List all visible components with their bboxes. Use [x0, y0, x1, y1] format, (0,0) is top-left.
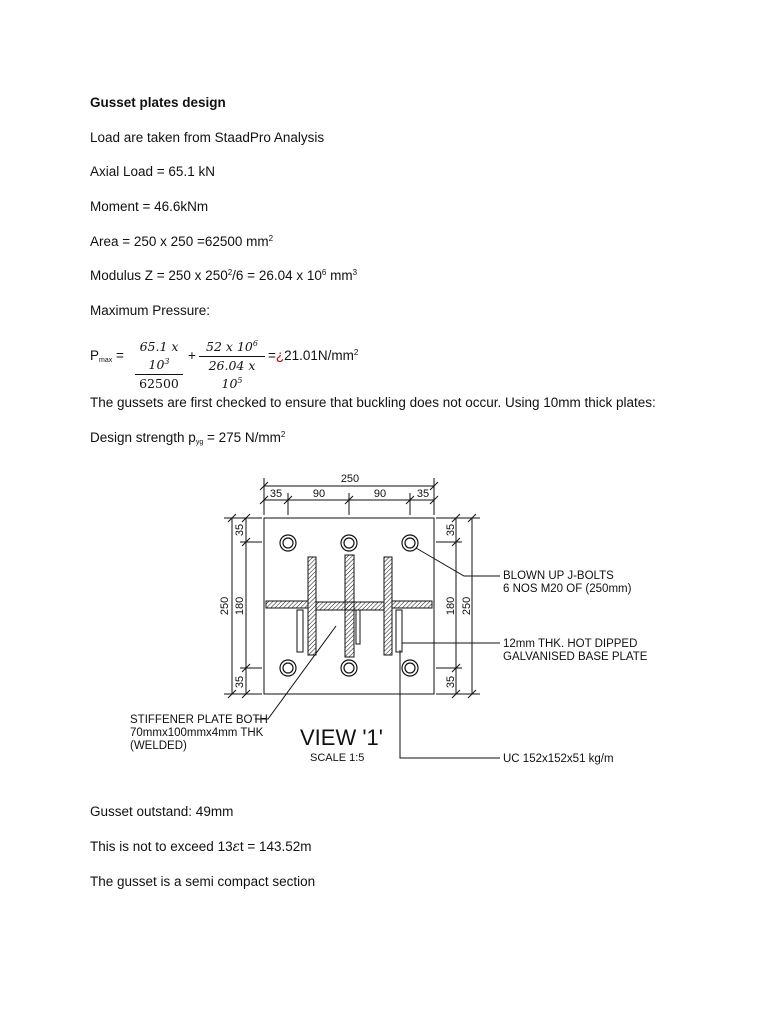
dim-right-35a: 35: [445, 523, 457, 537]
bolt-icon: [341, 535, 357, 551]
p-max-label: $P_{max}$ =: [90, 348, 124, 364]
dim-top-90a: 90: [312, 488, 326, 500]
gusset-outstand-line: Gusset outstand: 49mm: [90, 804, 234, 819]
dim-top-35b: 35: [416, 488, 430, 500]
callout-uc: UC 152x152x51 kg/m: [503, 753, 614, 765]
leader-bolts: [416, 548, 500, 576]
bolt-icon: [402, 535, 418, 551]
bolt-icon: [280, 660, 296, 676]
dim-right-250: 250: [461, 596, 473, 616]
view-scale: SCALE 1:5: [310, 752, 365, 764]
dim-top-35a: 35: [269, 488, 283, 500]
dim-right-180: 180: [445, 596, 457, 616]
plus-sign: +: [188, 348, 196, 363]
design-strength-line: Design strength $p_{yg} = 275$ $N/mm^2$: [90, 430, 286, 446]
dim-left-35a: 35: [234, 523, 246, 537]
semi-compact-line: The gusset is a semi compact section: [90, 874, 316, 889]
callout-bolts-line1: BLOWN UP J-BOLTS: [503, 570, 614, 582]
fraction-axial-numerator: 65.1 x $10^3$: [139, 339, 179, 372]
callout-stiffener-line2: 70mmx100mmx4mm THK: [130, 727, 264, 739]
page-heading: Gusset plates design: [90, 95, 226, 110]
dim-top-total: 250: [340, 473, 360, 485]
axial-load-line: Axial Load = 65.1 kN: [90, 164, 215, 179]
view-title: VIEW '1': [300, 725, 383, 750]
dim-left-35b: 35: [234, 675, 246, 689]
callout-bolts-line2: 6 NOS M20 OF (250mm): [503, 583, 632, 595]
dim-left-180: 180: [234, 596, 246, 616]
leader-stiffener: [255, 626, 336, 719]
callout-stiffener-line3: (WELDED): [130, 740, 187, 752]
callout-stiffener-line1: STIFFENER PLATE BOTH: [130, 714, 268, 726]
fraction-moment-denominator: 26.04 x $10^5$: [208, 358, 256, 391]
exceed-line: This is not to exceed 13εt = 143.52m: [90, 839, 312, 855]
source-line: Load are taken from StaadPro Analysis: [90, 130, 325, 145]
fraction-axial-denominator: 62500: [139, 376, 179, 391]
bolt-icon: [402, 660, 418, 676]
modulus-line: Modulus Z = 250 x $250^2/6 = 26.04$ x $10^6$ $mm^3$: [90, 268, 358, 283]
callout-plate-line2: GALVANISED BASE PLATE: [503, 651, 648, 663]
moment-line: Moment = 46.6kNm: [90, 199, 209, 214]
callout-plate-line1: 12mm THK. HOT DIPPED: [503, 638, 638, 650]
max-pressure-label: Maximum Pressure:: [90, 303, 211, 318]
bolt-icon: [280, 535, 296, 551]
uc-column-section: [308, 555, 392, 657]
dim-top-90b: 90: [373, 488, 387, 500]
dim-left-250: 250: [219, 596, 231, 616]
bolt-icon: [341, 660, 357, 676]
formula-result: $=¿21.01N/mm^2$: [268, 348, 359, 363]
area-line: Area = 250 x 250 =62500 $mm^2$: [90, 234, 274, 249]
dim-right-35b: 35: [445, 675, 457, 689]
buckling-line: The gussets are first checked to ensure that buckling does not occur. Using 10mm thick plates:: [90, 395, 656, 410]
fraction-moment-numerator: 52 x $10^6$: [206, 339, 258, 354]
